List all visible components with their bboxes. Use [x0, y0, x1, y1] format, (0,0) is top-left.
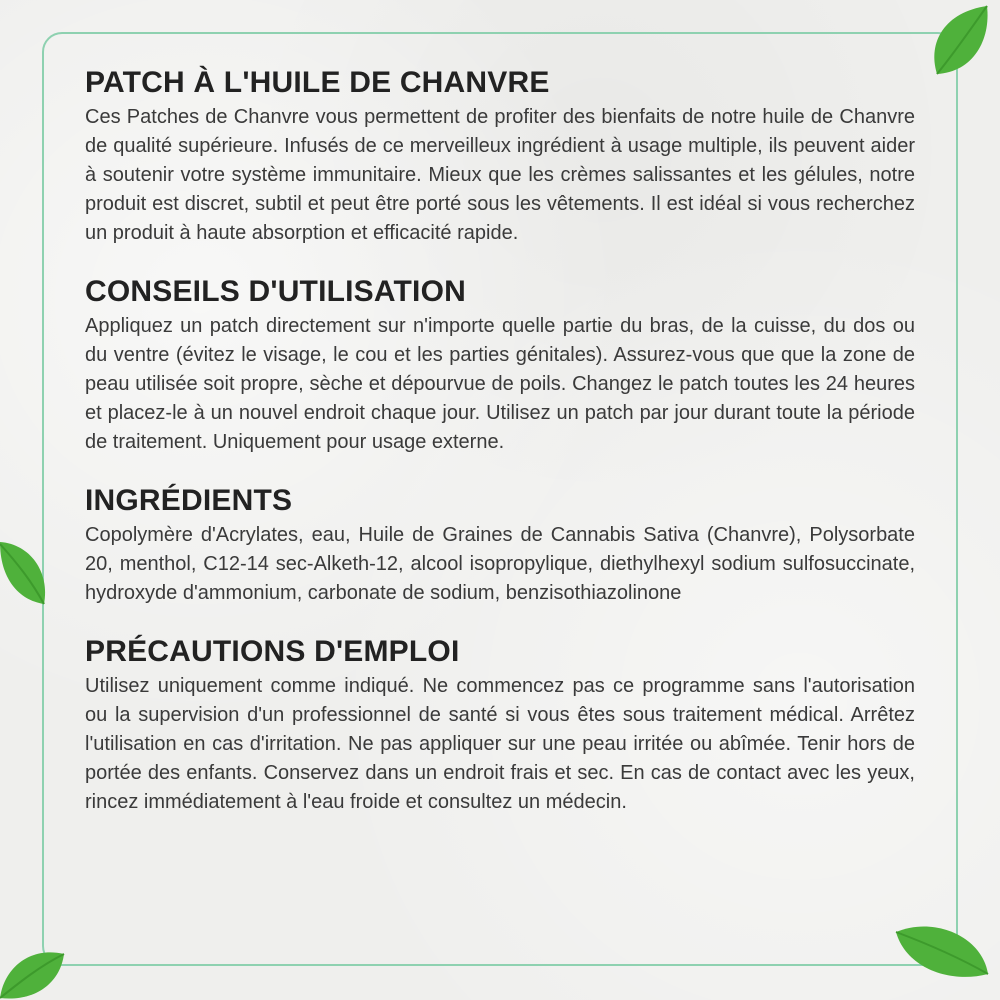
section-text: Utilisez uniquement comme indiqué. Ne commencez pas ce programme sans l'autorisation ou la supervision d'un professionnel de santé si vous êtes sous traitement médical. Arrêtez l'utilisation en cas d'irritation. Ne pas appliquer sur une peau irritée ou abîmée. Tenir hors de portée des enfants. Conservez dans un endroit frais et sec. En cas de contact avec les yeux, rincez immédiatement à l'eau froide et consultez un médecin.	[85, 675, 915, 813]
document-body	[85, 64, 915, 842]
leaf-icon	[894, 918, 990, 984]
leaf-icon	[925, 2, 995, 82]
leaf-icon	[0, 538, 50, 610]
section-ingredients	[85, 482, 915, 608]
section-text: Appliquez un patch directement sur n'importe quelle partie du bras, de la cuisse, du dos ou du ventre (évitez le visage, le cou et les parties génitales). Assurez-vous que que la zone de peau utilisée soit propre, sèche et dépourvue de poils. Changez le patch toutes les 24 heures et placez-le à un nouvel endroit chaque jour. Utilisez un patch par jour durant toute la période de traitement. Uniquement pour usage externe.	[85, 315, 915, 453]
section-title: CONSEILS D'UTILISATION	[85, 275, 466, 308]
section-text: Ces Patches de Chanvre vous permettent de profiter des bienfaits de notre huile de Chanvre de qualité supérieure. Infusés de ce merveilleux ingrédient à usage multiple, ils peuvent aider à soutenir votre système immunitaire. Mieux que les crèmes salissantes et les gélules, notre produit est discret, subtil et peut être porté sous les vêtements. Il est idéal si vous recherchez un produit à haute absorption et efficacité rapide.	[85, 106, 915, 244]
section-title: INGRÉDIENTS	[85, 484, 293, 517]
leaf-icon	[0, 940, 66, 1000]
section-usage-tips	[85, 273, 915, 457]
section-title: PRÉCAUTIONS D'EMPLOI	[85, 635, 460, 668]
section-product	[85, 64, 915, 248]
section-precautions	[85, 633, 915, 817]
section-title: PATCH À L'HUILE DE CHANVRE	[85, 66, 550, 99]
section-text: Copolymère d'Acrylates, eau, Huile de Graines de Cannabis Sativa (Chanvre), Polysorbate 20, menthol, C12-14 sec-Alketh-12, alcool isopropylique, diethylhexyl sodium sulfosuccinate, hydroxyde d'ammonium, carbonate de sodium, benzisothiazolinone	[85, 524, 915, 604]
